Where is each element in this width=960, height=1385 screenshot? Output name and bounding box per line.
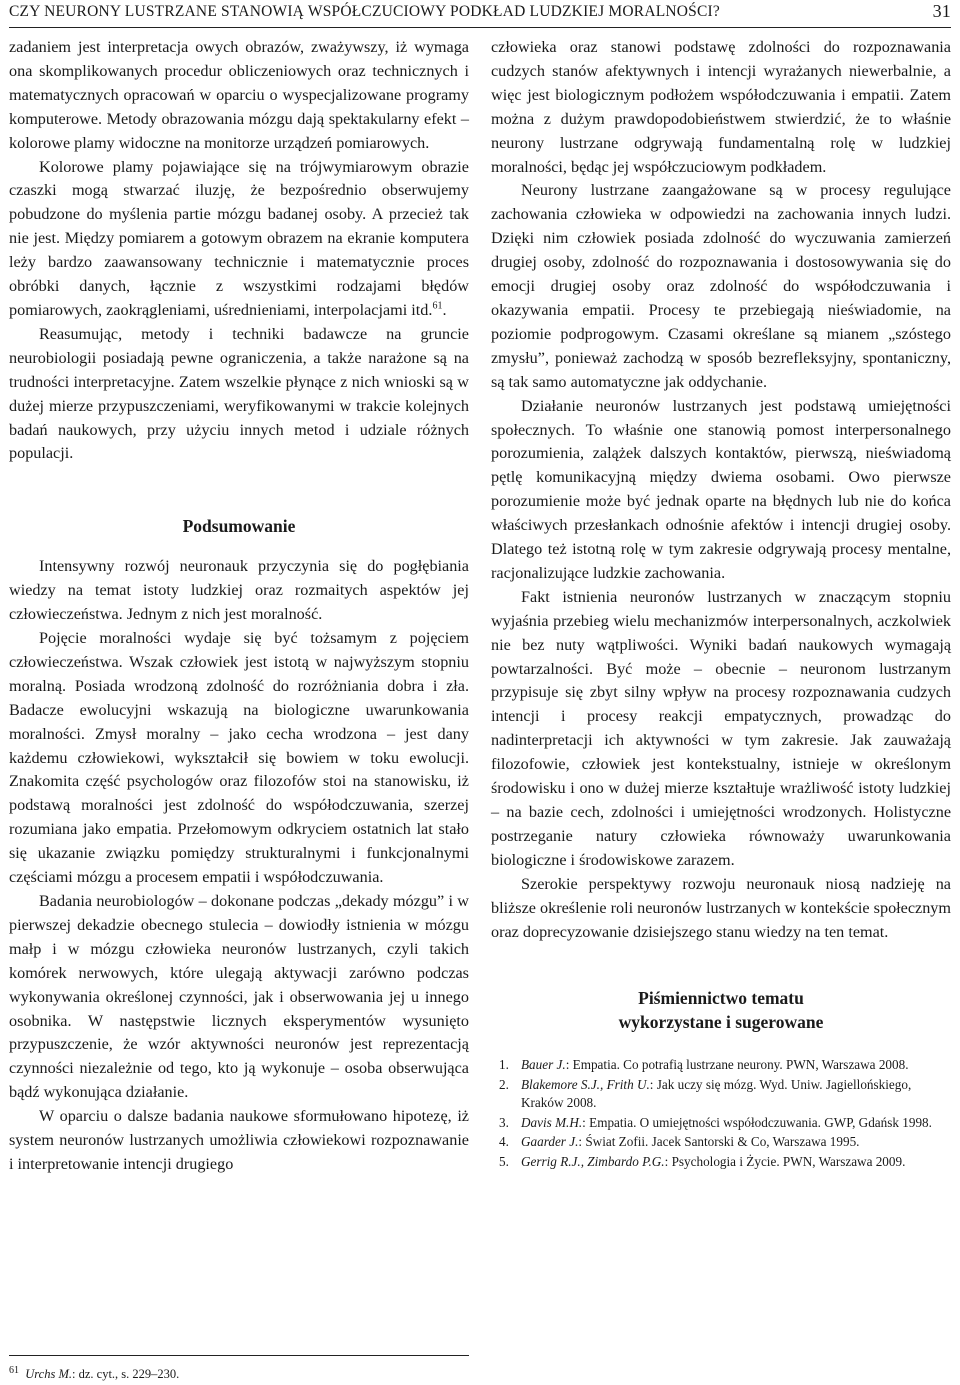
bibliography-item <box>491 1056 951 1075</box>
footnote <box>9 1355 469 1382</box>
bibliography-item <box>491 1076 951 1113</box>
bibliography-author: Bauer J. <box>521 1057 566 1073</box>
paragraph: człowieka oraz stanowi podstawę zdolności do rozpoznawania cudzych stanów afektywnych i intencji wyrażanych niewerbalnie, a więc jest biologicznym podłożem współodczuwania i empatii. Zatem można z dużym prawdopodobieństwem stwierdzić, że to właśnie neurony lustrzane odgrywają fundamentalną rolę w ludzkiej moralności, będąc jej współczuciowym podkładem. <box>491 38 951 176</box>
bibliography-item <box>491 1114 951 1133</box>
bibliography-text: : Empatia. Co potrafią lustrzane neurony. PWN, Warszawa 2008. <box>565 1057 909 1073</box>
paragraph: Intensywny rozwój neuronauk przyczynia się do pogłębiania wiedzy na temat istoty ludzkiej oraz rozmaitych aspektów jej człowieczeństwa. Jednym z nich jest moralność. <box>9 557 469 624</box>
paragraph: Reasumując, metody i techniki badawcze na gruncie neurobiologii posiadają pewne ograniczenia, a także narażone są na trudności interpretacyjne. Zatem wszelkie płynące z nich wnioski są w dużej mierze przypuszczeniami, weryfikowanymi w trakcie kolejnych badań naukowych, przy użyciu innych metod i udziale różnych populacji. <box>9 324 469 463</box>
bibliography-text: : Psychologia i Życie. PWN, Warszawa 2009. <box>664 1153 906 1169</box>
paragraph: Szerokie perspektywy rozwoju neuronauk niosą nadzieję na bliższe określenie roli neuronów lustrzanych w kontekście społecznym oraz doprecyzowanie dzisiejszego stanu wiedzy na ten temat. <box>491 874 951 941</box>
bibliography-number: 5. <box>499 1153 509 1169</box>
footnote-ref: 61 <box>432 300 443 312</box>
bibliography-author: Blakemore S.J., Frith U. <box>521 1076 650 1092</box>
bibliography-text: : Empatia. O umiejętności współodczuwania. GWP, Gdańsk 1998. <box>582 1114 932 1130</box>
running-header <box>9 0 951 28</box>
paragraph-text: Kolorowe plamy pojawiające się na trójwymiarowym obrazie czaszki mogą stwarzać iluzję, że bezpośrednio obserwujemy pobudzone do myślenia partie mózgu badanej osoby. A przecież tak nie jest. Między pomiarem a gotowym obrazem na ekranie komputera leży bardzo zaawansowany technicznie i matematycznie proces obróbki danych, łącznie z wszystkimi rodzajami błędów pomiarowych, zaokrągleniami, uśrednieniami, interpolacjami itd. <box>9 157 469 319</box>
bibliography-item <box>491 1153 951 1172</box>
paragraph: Fakt istnienia neuronów lustrzanych w znaczącym stopniu wyjaśnia przebieg wielu mechanizmów interpersonalnych, aczkolwiek nie bez nuty wątpliwości. Wyniki badań naukowych wymagają powtarzalności. Być może – obecnie – neuronom lustrzanym przypisuje się zbyt silny wpływ na procesy rozpoznawania cudzych intencji i procesy reakcji empatycznych, prowadząc do nadinterpretacji ich aktywności w tym zakresie. Jak zauważają filozofowie, człowiek jest kontekstualny, istnieje w określonym środowisku i ono w dużej mierze kształtuje wrażliwość istoty ludzkiej – na bazie cech, zdolności i umiejętności wrodzonych. Holistyczne postrzeganie natury człowieka równoważy uwarunkowania biologiczne i środowiskowe zarazem. <box>491 587 951 869</box>
bibliography-text: : Jak uczy się mózg. Wyd. Uniw. Jagiellońskiego, Kraków 2008. <box>521 1076 912 1111</box>
paragraph <box>9 156 469 323</box>
bibliography-author: Davis M.H. <box>521 1114 583 1130</box>
paragraph: Pojęcie moralności wydaje się być tożsamym z pojęciem człowieczeństwa. Wszak człowiek jest istotą w najwyższym stopniu moralną. Posiada wrodzoną zdolność do rozróżniania dobra i zła. Badacze ewolucyjni wskazują na biologiczne uwarunkowania moralności. Zmysł moralny – jako cecha wrodzona – jest dany każdemu człowiekowi, wykształcił się bowiem w toku ewolucji. Znakomita część psychologów oraz filozofów stoi na stanowisku, iż podstawą moralności jest zdolność do współodczuwania, szerzej rozumiana jako empatia. Przełomowym odkryciem ostatnich lat stało się ukazanie związku pomiędzy strukturalnymi i funkcjonalnymi częściami mózgu a procesem empatii i współodczuwania. <box>9 629 469 887</box>
paragraph: Neurony lustrzane zaangażowane są w procesy regulujące zachowania człowieka w odpowiedzi na zachowania innych ludzi. Dzięki nim człowiek posiada zdolność do wyczuwania zamierzeń drugiej osoby, zdolność do rozpoznawania i dostosowywania się do emocji drugiej osoby oraz zdolność do współodczuwania i okazywania empatii. Procesy te przebiegają nieświadomie, na poziomie podprogowym. Czasami określane są mianem „szóstego zmysłu”, ponieważ zachodzą w sposób bezrefleksyjny, spontaniczny, są tak samo automatyczne jak oddychanie. <box>491 181 951 391</box>
footnote-number: 61 <box>9 1364 19 1376</box>
left-column <box>9 36 469 1177</box>
paragraph: Działanie neuronów lustrzanych jest podstawą umiejętności społecznych. To właśnie one stanowią pomost interpersonalnego porozumienia, zalążek dalszych kontaktów, pierwszą, nieświadomą pętlę komunikacyjną między dwiema osobami. Owo pierwsze porozumienie może być jednak oparte na błędnych lub nie do końca właściwych przesłankach odnośnie afektów i intencji drugiej osoby. Dlatego też istotną rolę w tym zakresie odgrywają procesy mentalne, racjonalizujące ludzkie zachowania. <box>491 396 951 582</box>
bibliography-item <box>491 1133 951 1152</box>
page-number: 31 <box>932 1 951 21</box>
section-heading: Podsumowanie <box>182 516 296 537</box>
bibliography-number: 1. <box>499 1057 509 1073</box>
bibliography-text: : Świat Zofii. Jacek Santorski & Co, Warszawa 1995. <box>578 1134 860 1150</box>
paragraph-end: . <box>442 300 447 319</box>
footnote-author: Urchs M. <box>25 1367 73 1381</box>
bibliography-list <box>491 1056 951 1171</box>
paragraph: W oparciu o dalsze badania naukowe sformułowano hipotezę, iż system neuronów lustrzanych umożliwia człowiekowi rozpoznawanie i interpretowanie intencji drugiego <box>9 1107 469 1173</box>
bibliography-heading-line1: Piśmiennictwo tematu <box>638 988 804 1009</box>
footnote-text: : dz. cyt., s. 229–230. <box>72 1367 180 1381</box>
paragraph: zadaniem jest interpretacja owych obrazów, zważywszy, iż wymaga ona skomplikowanych procedur obliczeniowych oraz technicznych i matematycznych opracowań w oparciu o wyspecjalizowane programy komputerowe. Metody obrazowania mózgu dają spektakularny efekt – kolorowe plamy widoczne na monitorze urządzeń pomiarowych. <box>9 38 469 152</box>
paragraph: Badania neurobiologów – dokonane podczas „dekady mózgu” i w pierwszej dekadzie obecnego stulecia – dowiodły istnienia w mózgu małp i w mózgu człowieka neuronów lustrzanych, czyli takich komórek nerwowych, które ulegają aktywacji zarówno podczas wykonywania określonej czynności, jak i obserwowania jej u innego osobnika. W następstwie licznych eksperymentów wysunięto przypuszczenie, że wzór aktywności neuronów jest reprezentacją czynności niezależnie od tego, kto ją wykonuje – osoba obserwująca bądź wykonująca działanie. <box>9 892 469 1102</box>
bibliography-author: Gerrig R.J., Zimbardo P.G. <box>521 1153 665 1169</box>
right-column <box>491 36 951 1172</box>
bibliography-heading-line2: wykorzystane i sugerowane <box>618 1012 824 1033</box>
bibliography-author: Gaarder J. <box>521 1134 579 1150</box>
running-title: CZY NEURONY LUSTRZANE STANOWIĄ WSPÓŁCZUCIOWY PODKŁAD LUDZKIEJ MORALNOŚCI? <box>9 3 720 20</box>
bibliography-number: 3. <box>499 1114 509 1130</box>
bibliography-heading <box>491 986 951 1034</box>
bibliography-number: 2. <box>499 1076 509 1092</box>
bibliography-number: 4. <box>499 1134 509 1150</box>
